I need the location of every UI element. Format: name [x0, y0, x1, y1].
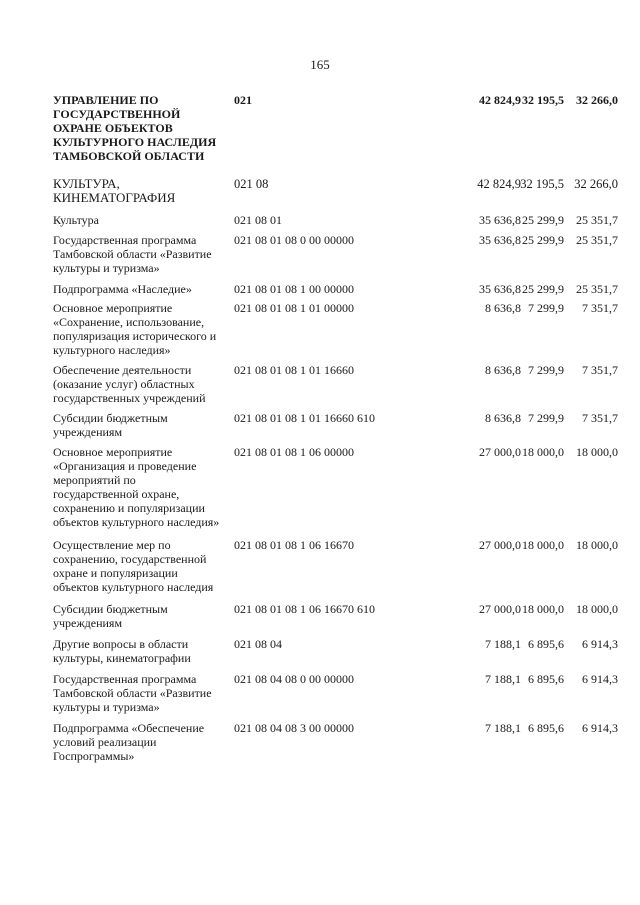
row-value-3: 32 266,0: [574, 177, 618, 191]
row-value-1: 35 636,8: [479, 282, 521, 296]
row-name: КУЛЬТУРА, КИНЕМАТОГРАФИЯ: [53, 176, 176, 205]
row-value-2: 6 895,6: [528, 672, 564, 686]
row-value-1: 7 188,1: [485, 672, 521, 686]
row-name: Подпрограмма «Обеспечение условий реализации Госпрограммы»: [53, 721, 205, 763]
row-value-1: 27 000,0: [479, 445, 521, 459]
row-value-3: 7 351,7: [582, 411, 618, 425]
table-row: [53, 445, 618, 529]
row-value-1: 8 636,8: [485, 301, 521, 315]
row-codes: 021 08 01 08 1 00 00000: [234, 282, 354, 296]
row-value-1: 7 188,1: [485, 637, 521, 651]
row-codes: 021: [234, 93, 252, 107]
page-number: 165: [310, 57, 330, 72]
table-row: [53, 411, 618, 439]
row-codes: 021 08 01 08 1 06 16670: [234, 538, 354, 552]
row-value-2: 6 895,6: [528, 721, 564, 735]
row-name: Основное мероприятие «Организация и проведение мероприятий по государственной охране, сохранению и популяризации объектов культурного наследия»: [53, 445, 220, 529]
row-name: Субсидии бюджетным учреждениям: [53, 411, 168, 439]
row-codes: 021 08 01 08 1 01 00000: [234, 301, 354, 315]
row-codes: 021 08 01 08 1 06 16670 610: [234, 602, 375, 616]
row-value-2: 25 299,9: [522, 233, 564, 247]
table-row: [53, 213, 618, 227]
table-row: [53, 171, 618, 205]
row-value-1: 8 636,8: [485, 363, 521, 377]
row-value-3: 32 266,0: [576, 93, 618, 107]
row-name: Государственная программа Тамбовской области «Развитие культуры и туризма»: [53, 233, 212, 275]
row-value-2: 6 895,6: [528, 637, 564, 651]
row-codes: 021 08 01 08 1 01 16660 610: [234, 411, 375, 425]
row-codes: 021 08 04 08 0 00 00000: [234, 672, 354, 686]
table-row: [53, 233, 618, 275]
row-value-1: 27 000,0: [479, 602, 521, 616]
table-row: [53, 637, 618, 665]
row-codes: 021 08 01 08 1 01 16660: [234, 363, 354, 377]
row-value-2: 32 195,5: [522, 93, 564, 107]
row-value-2: 32 195,5: [520, 177, 564, 191]
row-name: Основное мероприятие «Сохранение, использование, популяризация исторического и культурного наследия»: [53, 301, 217, 357]
row-value-1: 42 824,9: [477, 177, 521, 191]
row-value-2: 25 299,9: [522, 213, 564, 227]
row-codes: 021 08 01: [234, 213, 282, 227]
row-name: УПРАВЛЕНИЕ ПО ГОСУДАРСТВЕННОЙ ОХРАНЕ ОБЪЕКТОВ КУЛЬТУРНОГО НАСЛЕДИЯ ТАМБОВСКОЙ ОБЛАСТИ: [53, 93, 217, 163]
row-value-2: 7 299,9: [528, 363, 564, 377]
row-codes: 021 08 04: [234, 637, 282, 651]
row-name: Культура: [53, 213, 99, 227]
row-value-2: 7 299,9: [528, 301, 564, 315]
row-value-1: 35 636,8: [479, 213, 521, 227]
row-codes: 021 08: [234, 177, 269, 191]
row-value-1: 42 824,9: [479, 93, 521, 107]
table-row: [53, 672, 618, 714]
row-name: Государственная программа Тамбовской области «Развитие культуры и туризма»: [53, 672, 212, 714]
row-value-2: 7 299,9: [528, 411, 564, 425]
row-value-3: 6 914,3: [582, 672, 618, 686]
row-value-3: 25 351,7: [576, 233, 618, 247]
table-row: [53, 301, 618, 357]
budget-table: [53, 93, 618, 763]
table-row: [53, 282, 618, 296]
row-value-3: 18 000,0: [576, 538, 618, 552]
row-value-1: 8 636,8: [485, 411, 521, 425]
row-value-3: 25 351,7: [576, 213, 618, 227]
row-value-1: 35 636,8: [479, 233, 521, 247]
row-value-2: 18 000,0: [522, 445, 564, 459]
row-value-3: 7 351,7: [582, 363, 618, 377]
table-row: [53, 721, 618, 763]
row-name: Другие вопросы в области культуры, кинематографии: [53, 637, 191, 665]
row-name: Субсидии бюджетным учреждениям: [53, 602, 168, 630]
row-value-2: 25 299,9: [522, 282, 564, 296]
row-name: Обеспечение деятельности (оказание услуг) областных государственных учреждений: [53, 363, 206, 405]
row-value-1: 7 188,1: [485, 721, 521, 735]
row-value-3: 25 351,7: [576, 282, 618, 296]
row-name: Осуществление мер по сохранению, государственной охране и популяризации объектов культурного наследия: [53, 538, 214, 594]
table-row: [53, 363, 618, 405]
row-codes: 021 08 01 08 1 06 00000: [234, 445, 354, 459]
row-value-3: 6 914,3: [582, 637, 618, 651]
row-codes: 021 08 01 08 0 00 00000: [234, 233, 354, 247]
row-value-2: 18 000,0: [522, 538, 564, 552]
row-value-3: 7 351,7: [582, 301, 618, 315]
table-row: [53, 538, 618, 594]
row-value-3: 18 000,0: [576, 602, 618, 616]
table-row: [53, 93, 618, 163]
row-value-3: 18 000,0: [576, 445, 618, 459]
row-name: Подпрограмма «Наследие»: [53, 282, 192, 296]
row-value-3: 6 914,3: [582, 721, 618, 735]
row-value-2: 18 000,0: [522, 602, 564, 616]
row-value-1: 27 000,0: [479, 538, 521, 552]
row-codes: 021 08 04 08 3 00 00000: [234, 721, 354, 735]
table-row: [53, 602, 618, 630]
